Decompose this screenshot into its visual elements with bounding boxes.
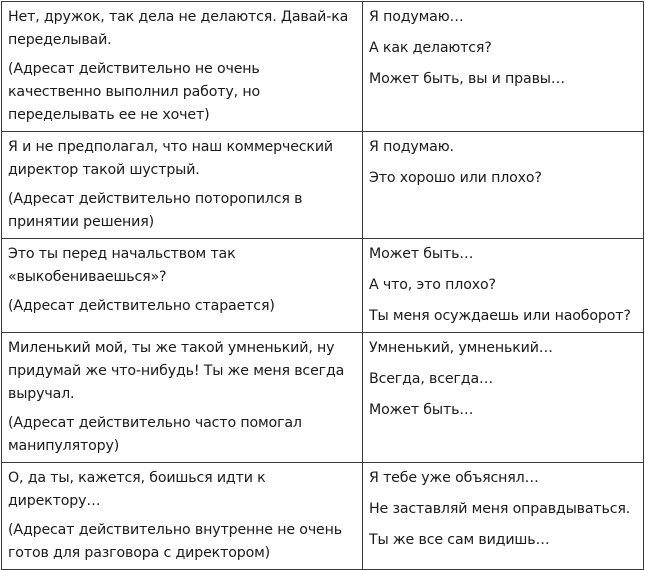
response-cell (363, 2, 644, 132)
response-cell (363, 463, 644, 570)
response-line: А что, это плохо? (369, 277, 496, 293)
response-line: А как делаются? (369, 40, 492, 56)
table-row (2, 132, 644, 239)
table-row (2, 463, 644, 570)
manipulation-phrase: Я и не предполагал, что наш коммерческий директор такой шустрый. (8, 139, 333, 178)
addressee-note: (Адресат действительно поторопился в принятии решения) (8, 191, 303, 230)
addressee-note: (Адресат действительно старается) (8, 298, 275, 314)
response-cell (363, 333, 644, 463)
addressee-note: (Адресат действительно не очень качественно выполнил работу, но переделывать ее не хочет) (8, 61, 261, 123)
manipulation-phrase: Это ты перед начальством так «выкобениваешься»? (8, 246, 236, 285)
manipulation-cell (2, 239, 363, 333)
response-line: Ты меня осуждаешь или наоборот? (369, 308, 631, 324)
manipulation-phrase: Нет, дружок, так дела не делаются. Давай-ка переделывай. (8, 9, 349, 48)
response-line: Не заставляй меня оправдываться. (369, 501, 631, 517)
response-line: Я подумаю… (369, 9, 464, 25)
table-row (2, 333, 644, 463)
response-line: Я тебе уже объяснял… (369, 470, 539, 486)
response-line: Может быть, вы и правы… (369, 71, 565, 87)
response-line: Всегда, всегда… (369, 371, 494, 387)
response-line: Ты же все сам видишь… (369, 532, 550, 548)
addressee-note: (Адресат действительно часто помогал манипулятору) (8, 415, 302, 454)
response-cell (363, 132, 644, 239)
dialog-table (1, 1, 644, 570)
manipulation-cell (2, 132, 363, 239)
response-line: Умненький, умненький… (369, 340, 553, 356)
response-line: Может быть… (369, 402, 474, 418)
response-line: Я подумаю. (369, 139, 454, 155)
addressee-note: (Адресат действительно внутренне не очень готов для разговора с директором) (8, 522, 342, 561)
manipulation-cell (2, 2, 363, 132)
table-row (2, 239, 644, 333)
response-line: Это хорошо или плохо? (369, 170, 542, 186)
manipulation-phrase: О, да ты, кажется, боишься идти к директору… (8, 470, 266, 509)
response-line: Может быть… (369, 246, 474, 262)
manipulation-phrase: Миленький мой, ты же такой умненький, ну придумай же что-нибудь! Ты же меня всегда выручал. (8, 340, 345, 402)
table-row (2, 2, 644, 132)
manipulation-cell (2, 463, 363, 570)
response-cell (363, 239, 644, 333)
manipulation-cell (2, 333, 363, 463)
